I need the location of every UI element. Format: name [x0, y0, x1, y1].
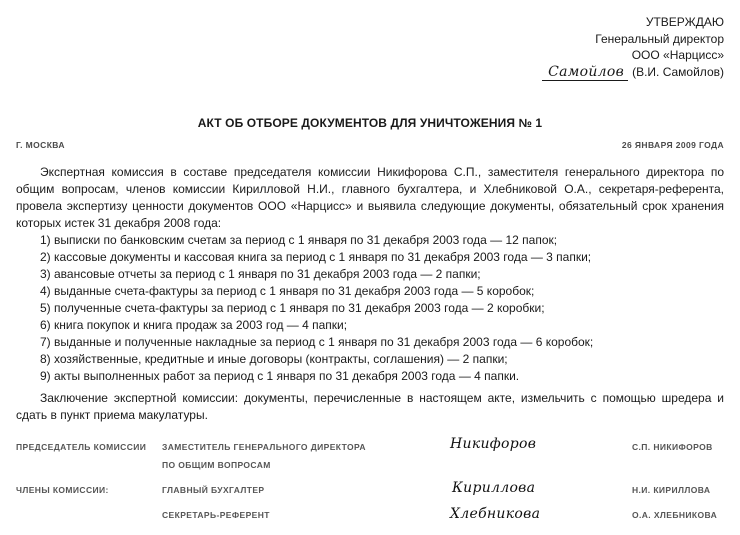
conclusion-paragraph: Заключение экспертной комиссии: документы, перечисленные в настоящем акте, измельчить с помощью шредера и сдать в пункт приема макулатуры. [16, 391, 724, 422]
document-city: Г. МОСКВА [16, 140, 65, 150]
intro-paragraph: Экспертная комиссия в составе председателя комиссии Никифорова С.П., заместителя генерального директора по общим вопросам, членов комиссии Кирилловой Н.И., главного бухгалтера, и Хлебниковой О.А., секретаря-референта, провела экспертизу ценности документов ООО «Нарцисс» и выявила следующие документы, обязательный срок хранения которых истек 31 декабря 2008 года: [16, 165, 724, 230]
member1-name: Н.И. КИРИЛЛОВА [632, 485, 711, 495]
approver-company: ООО «Нарцисс» [631, 48, 724, 62]
chairman-position-line1: ЗАМЕСТИТЕЛЬ ГЕНЕРАЛЬНОГО ДИРЕКТОРА [162, 442, 366, 452]
list-item: 4) выданные счета-фактуры за период с 1 января по 31 декабря 2003 года — 5 коробок; [40, 284, 535, 298]
member2-position: СЕКРЕТАРЬ-РЕФЕРЕНТ [162, 510, 270, 520]
list-item: 5) полученные счета-фактуры за период с 1 января по 31 декабря 2003 года — 2 коробки; [40, 301, 545, 315]
chairman-position-line2: ПО ОБЩИМ ВОПРОСАМ [162, 460, 271, 470]
members-label: ЧЛЕНЫ КОМИССИИ: [16, 485, 109, 495]
approval-block [542, 14, 724, 81]
document-title: АКТ ОБ ОТБОРЕ ДОКУМЕНТОВ ДЛЯ УНИЧТОЖЕНИЯ № 1 [197, 116, 543, 130]
member1-position: ГЛАВНЫЙ БУХГАЛТЕР [162, 485, 265, 495]
list-item: 2) кассовые документы и кассовая книга за период с 1 января по 31 декабря 2003 года — 3 папки; [40, 250, 592, 264]
signatures-block [16, 436, 724, 532]
member2-name: О.А. ХЛЕБНИКОВА [632, 510, 718, 520]
chairman-signature: Никифоров [450, 436, 537, 452]
list-item: 9) акты выполненных работ за период с 1 января по 31 декабря 2003 года — 4 папки. [40, 369, 520, 383]
list-item: 1) выписки по банковским счетам за период с 1 января по 31 декабря 2003 года — 12 папок; [40, 233, 558, 247]
approver-signature: Самойлов [542, 64, 628, 82]
member2-signature: Хлебникова [450, 506, 541, 522]
approver-name: (В.И. Самойлов) [632, 64, 724, 79]
approval-heading: УТВЕРЖДАЮ [645, 15, 724, 29]
chairman-name: С.П. НИКИФОРОВ [632, 442, 713, 452]
document-body [16, 164, 724, 424]
list-item: 7) выданные и полученные накладные за период с 1 января по 31 декабря 2003 года — 6 коробок; [40, 335, 594, 349]
list-item: 3) авансовые отчеты за период с 1 января по 31 декабря 2003 года — 2 папки; [40, 267, 481, 281]
approver-position: Генеральный директор [595, 31, 724, 46]
chairman-label: ПРЕДСЕДАТЕЛЬ КОМИССИИ [16, 442, 147, 452]
member1-signature: Кириллова [452, 480, 536, 496]
list-item: 6) книга покупок и книга продаж за 2003 год — 4 папки; [40, 318, 348, 332]
list-item: 8) хозяйственные, кредитные и иные договоры (контракты, соглашения) — 2 папки; [40, 352, 508, 366]
approval-signature-line [542, 64, 724, 82]
documents-list [16, 232, 724, 385]
document-date: 26 ЯНВАРЯ 2009 ГОДА [621, 140, 724, 150]
